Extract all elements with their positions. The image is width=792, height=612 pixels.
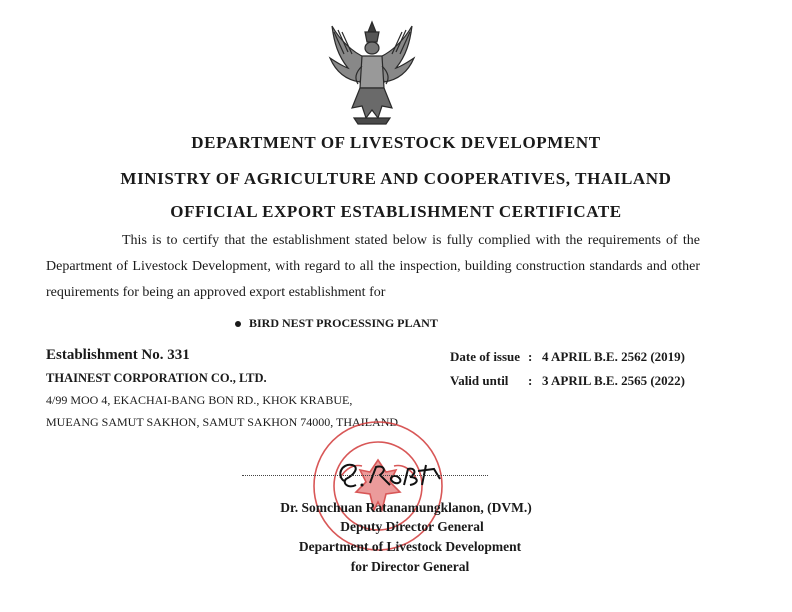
signatory-department: Department of Livestock Development xyxy=(298,539,522,554)
signature-dotted-line xyxy=(242,475,488,476)
signatory-name: Dr. Somchuan Ratanamungklanon, (DVM.) xyxy=(280,500,532,515)
address-line-2: MUEANG SAMUT SAKHON, SAMUT SAKHON 74000, THAILAND xyxy=(46,415,399,429)
establishment-type-label: BIRD NEST PROCESSING PLANT xyxy=(249,316,438,330)
establishment-number: Establishment No. 331 xyxy=(46,347,190,363)
certify-line-1: This is to certify that the establishment stated below is fully complied with the requirements of the xyxy=(122,233,700,248)
valid-until-value: 3 APRIL B.E. 2565 (2022) xyxy=(542,373,686,388)
certify-line-2: Department of Livestock Development, with regard to all the inspection, building construction standards and other xyxy=(46,259,700,274)
certificate-title: OFFICIAL EXPORT ESTABLISHMENT CERTIFICATE xyxy=(170,202,622,221)
company-name: THAINEST CORPORATION CO., LTD. xyxy=(46,371,267,385)
date-of-issue-value: 4 APRIL B.E. 2562 (2019) xyxy=(542,349,686,364)
department-heading: DEPARTMENT OF LIVESTOCK DEVELOPMENT xyxy=(191,133,601,152)
valid-until xyxy=(450,373,685,389)
garuda-emblem-icon xyxy=(322,18,422,128)
bullet-icon xyxy=(235,321,241,327)
valid-until-label: Valid until xyxy=(450,373,509,388)
date-of-issue xyxy=(450,349,685,365)
valid-separator: : xyxy=(528,373,533,388)
establishment-type xyxy=(235,316,438,331)
date-of-issue-label: Date of issue xyxy=(450,349,521,364)
date-separator: : xyxy=(528,349,533,364)
address-line-1: 4/99 MOO 4, EKACHAI-BANG BON RD., KHOK KRABUE, xyxy=(46,393,353,407)
ministry-heading: MINISTRY OF AGRICULTURE AND COOPERATIVES, THAILAND xyxy=(120,169,672,188)
signatory-capacity: for Director General xyxy=(350,559,470,574)
signatory-title: Deputy Director General xyxy=(340,519,484,534)
certify-line-3: requirements for being an approved export establishment for xyxy=(46,285,386,300)
